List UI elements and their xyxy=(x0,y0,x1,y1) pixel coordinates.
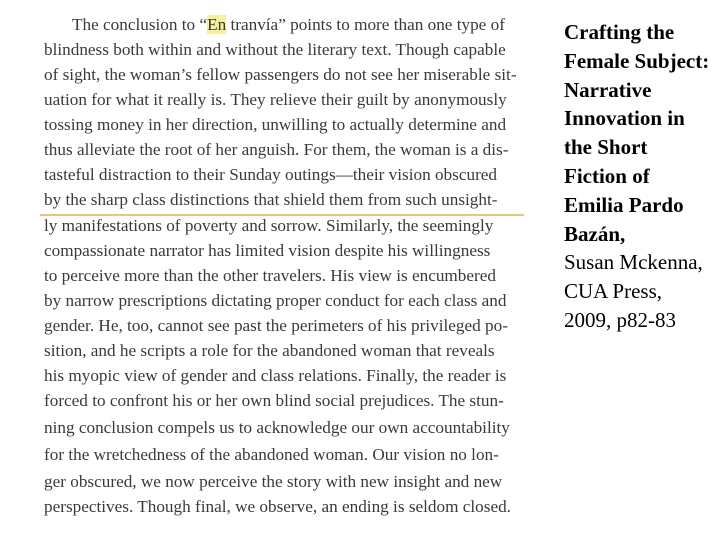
excerpt-line: uation for what it really is. They relieve their guilt by anonymously xyxy=(44,90,507,109)
excerpt-line: perspectives. Though final, we observe, an ending is seldom closed. xyxy=(44,497,511,516)
excerpt-line: his myopic view of gender and class relations. Finally, the reader is xyxy=(44,366,507,385)
excerpt-line: sition, and he scripts a role for the abandoned woman that reveals xyxy=(44,341,495,360)
citation-details: Susan Mckenna, CUA Press, 2009, p82-83 xyxy=(564,250,703,332)
excerpt-line: compassionate narrator has limited vision despite his willingness xyxy=(44,241,491,260)
citation-caption xyxy=(564,18,714,335)
excerpt-line: forced to confront his or her own blind social prejudices. The stun- xyxy=(44,391,504,410)
excerpt-line: tossing money in her direction, unwilling to actually determine and xyxy=(44,115,507,134)
excerpt-line: tasteful distraction to their Sunday outings—their vision obscured xyxy=(44,165,498,184)
highlighted-word: En xyxy=(207,15,227,34)
excerpt-line: for the wretchedness of the abandoned woman. Our vision no lon- xyxy=(44,445,499,464)
excerpt-line: The conclusion to “En tranvía” points to more than one type of xyxy=(72,15,505,34)
excerpt-line: ly manifestations of poverty and sorrow. Similarly, the seemingly xyxy=(44,216,494,235)
excerpt-line: to perceive more than the other travelers. His view is encumbered xyxy=(44,266,496,285)
excerpt-line: by narrow prescriptions dictating proper conduct for each class and xyxy=(44,291,507,310)
excerpt-line: ning conclusion compels us to acknowledge our own accountability xyxy=(44,418,510,437)
excerpt-line: gender. He, too, cannot see past the perimeters of his privileged po- xyxy=(44,316,508,335)
excerpt-line: ger obscured, we now perceive the story with new insight and new xyxy=(44,472,503,491)
excerpt-line: by the sharp class distinctions that shield them from such unsight- xyxy=(44,190,498,209)
excerpt-line: thus alleviate the root of her anguish. For them, the woman is a dis- xyxy=(44,140,509,159)
citation-title: Crafting the Female Subject: Narrative Innovation in the Short Fiction of Emilia Pardo Bazán, xyxy=(564,20,710,246)
excerpt-line: blindness both within and without the literary text. Though capable xyxy=(44,40,506,59)
excerpt-line: of sight, the woman’s fellow passengers do not see her miserable sit- xyxy=(44,65,517,84)
